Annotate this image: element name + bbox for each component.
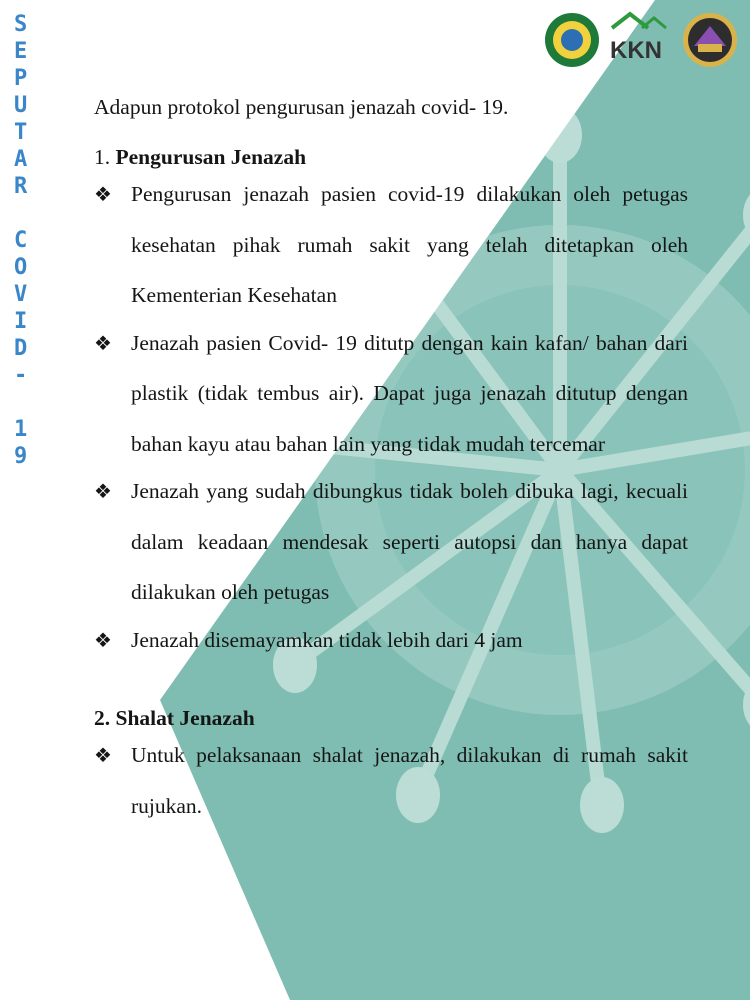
list-item-text: Jenazah disemayamkan tidak lebih dari 4 jam [131, 627, 523, 652]
side-title-letter: - [14, 363, 28, 388]
list-item [94, 615, 688, 666]
section-1-list [94, 169, 688, 665]
svg-text:KKN: KKN [610, 37, 662, 64]
side-title-letter: 9 [14, 444, 28, 469]
side-title-letter: D [14, 336, 28, 361]
section-1-heading [94, 142, 688, 172]
section-1-number: 1. [94, 145, 111, 169]
list-item-text: Untuk pelaksanaan shalat jenazah, dilakukan di rumah sakit rujukan. [131, 743, 688, 818]
kkn-logo [610, 14, 666, 64]
side-title-letter: U [14, 93, 28, 118]
side-title-letter: R [14, 174, 28, 199]
bullet-icon: ❖ [94, 627, 112, 652]
list-item [94, 730, 688, 831]
side-title-letter: T [14, 120, 28, 145]
side-title-letter [14, 203, 48, 230]
bullet-icon: ❖ [94, 330, 112, 355]
side-title-letter [14, 392, 48, 419]
bullet-icon: ❖ [94, 743, 112, 767]
list-item [94, 318, 688, 470]
side-title-letter: A [14, 147, 28, 172]
side-title-letter: S [14, 12, 28, 37]
section-2-heading: 2. Shalat Jenazah [94, 706, 255, 730]
list-item-text: Pengurusan jenazah pasien covid-19 dilakukan oleh petugas kesehatan pihak rumah sakit yang telah ditetapkan oleh Kementerian Kesehatan [131, 182, 688, 307]
side-title-letter: I [14, 309, 28, 334]
list-item [94, 169, 688, 321]
list-item [94, 466, 688, 618]
bullet-icon: ❖ [94, 182, 112, 206]
document-body [94, 92, 688, 831]
side-title-letter: E [14, 39, 28, 64]
kkn-emblem-logo [683, 13, 737, 67]
list-item-text: Jenazah yang sudah dibungkus tidak boleh dibuka lagi, kecuali dalam keadaan mendesak seperti autopsi dan hanya dapat dilakukan oleh petugas [131, 479, 688, 604]
intro-text: Adapun protokol pengurusan jenazah covid- 19. [94, 95, 509, 119]
bullet-icon: ❖ [94, 479, 112, 503]
side-title-letter: V [14, 282, 28, 307]
logos [542, 10, 742, 70]
side-title-letter: P [14, 66, 28, 91]
side-title-letter: O [14, 255, 28, 280]
side-title-letter: C [14, 228, 28, 253]
section-1-title: Pengurusan Jenazah [115, 145, 307, 169]
side-title-letter: 1 [14, 417, 28, 442]
section-2-list [94, 730, 688, 831]
side-title [14, 14, 48, 473]
list-item-text: Jenazah pasien Covid- 19 ditutp dengan kain kafan/ bahan dari plastik (tidak tembus air). Dapat juga jenazah ditutup dengan bahan kayu atau bahan lain yang tidak mudah tercemar [131, 330, 688, 456]
university-logo [545, 13, 599, 67]
